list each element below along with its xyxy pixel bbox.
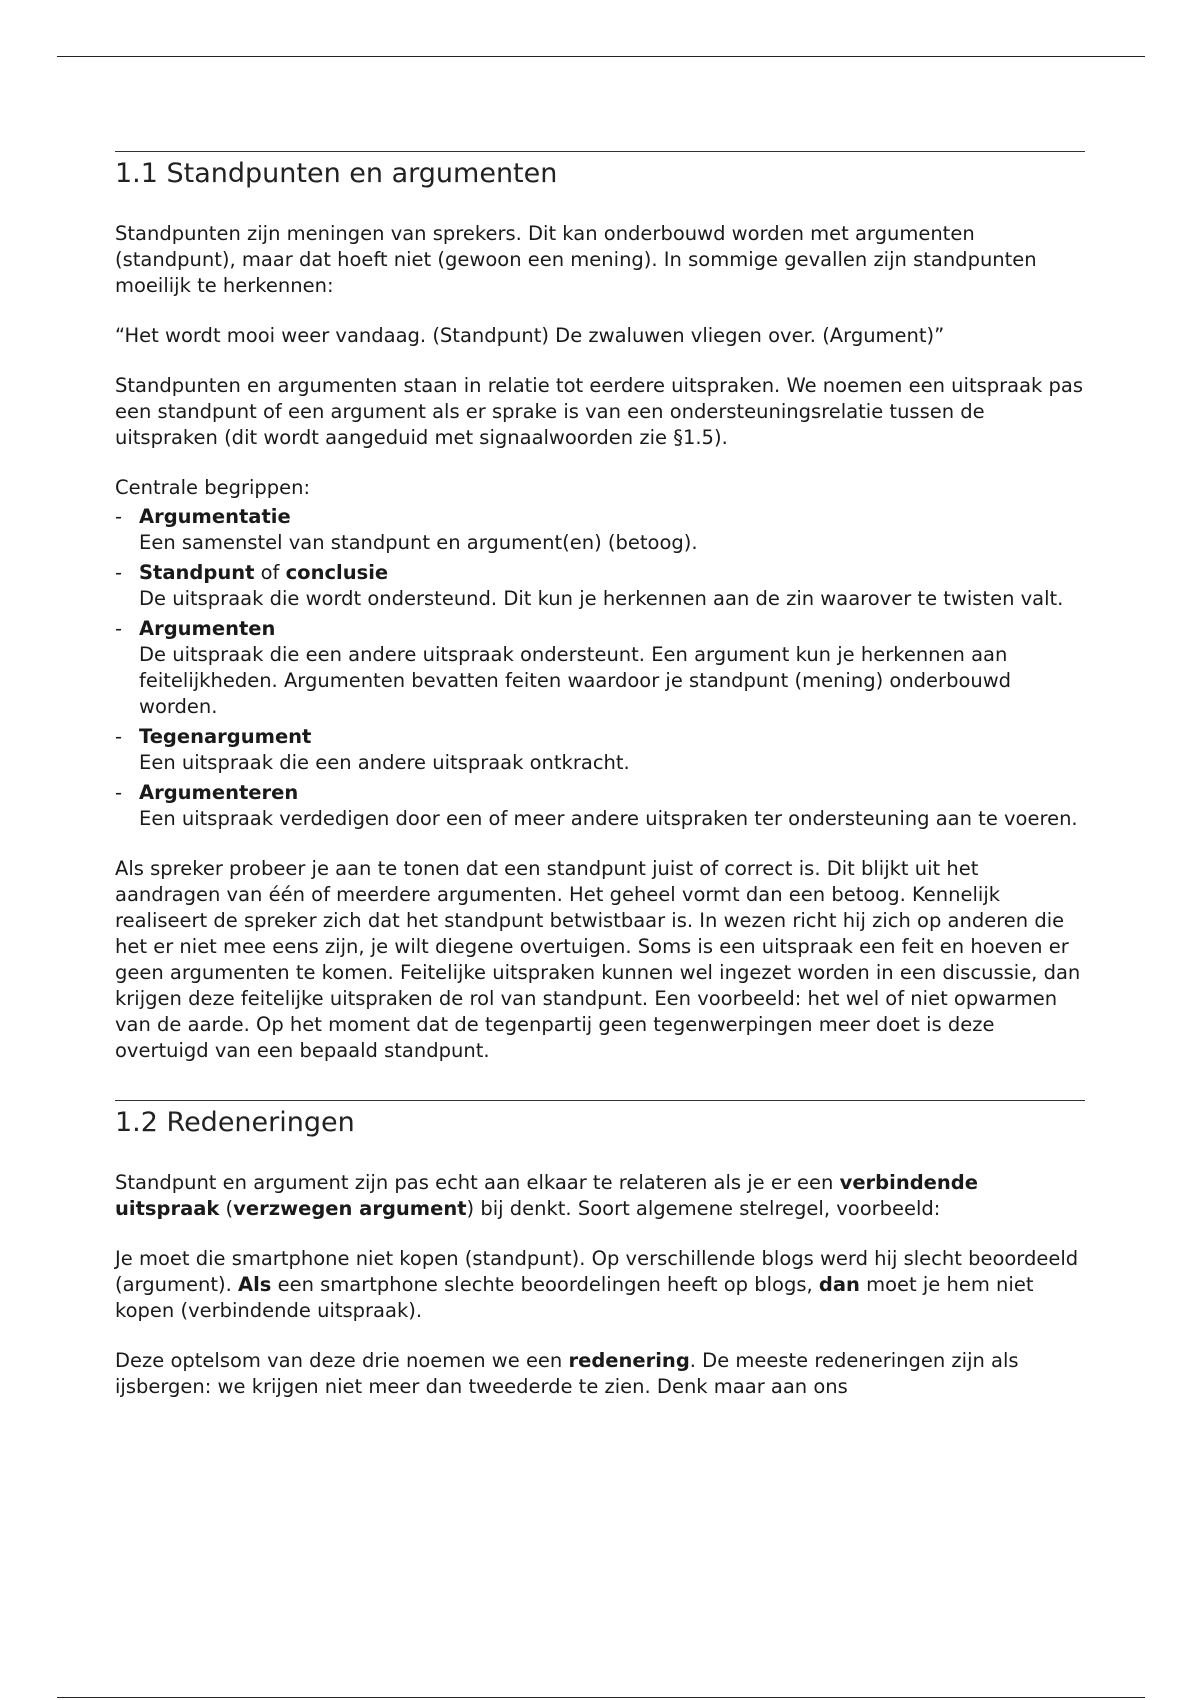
concept-description: De uitspraak die wordt ondersteund. Dit kun je herkennen aan de zin waarover te twisten valt. — [139, 587, 1064, 610]
concept-term: Argumenten — [139, 617, 276, 640]
concepts-label: Centrale begrippen: — [115, 476, 311, 499]
section-heading: 1.2 Redeneringen — [115, 1107, 355, 1138]
list-item — [115, 724, 1085, 776]
concept-description: De uitspraak die een andere uitspraak ondersteunt. Een argument kun je herkennen aan feitelijkheden. Argumenten bevatten feiten waardoor je standpunt (mening) onderbouwd worden. — [139, 643, 1012, 718]
section-divider — [115, 1100, 1085, 1101]
concept-term-b: conclusie — [285, 561, 389, 584]
relation-paragraph: Standpunten en argumenten staan in relatie tot eerdere uitspraken. We noemen een uitspraak pas een standpunt of een argument als er sprake is van een ondersteuningsrelatie tussen de uitspraken (dit wordt aangeduid met signaalwoorden zie §1.5). — [115, 374, 1084, 449]
connecting-statement-paragraph — [115, 1170, 1085, 1222]
concept-term: Tegenargument — [139, 725, 312, 748]
intro-paragraph: Standpunten zijn meningen van sprekers. Dit kan onderbouwd worden met argumenten (standpunt), maar dat hoeft niet (gewoon een mening). In sommige gevallen zijn standpunten moeilijk te herkennen: — [115, 222, 1037, 297]
text-run: ) bij denkt. Soort algemene stelregel, voorbeeld: — [466, 1197, 941, 1220]
text-run: Deze optelsom van deze drie noemen we een — [115, 1349, 569, 1372]
document-body — [115, 151, 1085, 1400]
page-footer-rule — [57, 1697, 1145, 1698]
text-run: ( — [219, 1197, 234, 1220]
concept-term: Argumentatie — [139, 505, 291, 528]
concept-term-joiner: of — [254, 561, 286, 584]
closing-paragraph: Als spreker probeer je aan te tonen dat een standpunt juist of correct is. Dit blijkt uit het aandragen van één of meerdere argumenten. Het geheel vormt dan een betoog. Kennelijk realiseert de spreker zich dat het standpunt betwistbaar is. In wezen richt hij zich op anderen die het er niet mee eens zijn, je wilt diegene overtuigen. Soms is een uitspraak een feit en hoeven er geen argumenten te komen. Feitelijke uitspraken kunnen wel ingezet worden in een discussie, dan krijgen deze feitelijke uitspraken de rol van standpunt. Een voorbeeld: het wel of niet opwarmen van de aarde. Op het moment dat de tegenpartij geen tegenwerpingen meer doet is deze overtuigd van een bepaald standpunt. — [115, 857, 1081, 1062]
list-dash: - — [115, 561, 123, 584]
list-dash: - — [115, 725, 123, 748]
text-run: moet je hem niet kopen (verbindende uitspraak). — [115, 1273, 1034, 1322]
list-item — [115, 560, 1085, 612]
bold-term: redenering — [568, 1349, 690, 1372]
text-run: Je moet die smartphone niet kopen (standpunt). Op verschillende blogs werd hij slecht beoordeeld (argument). — [115, 1247, 1079, 1296]
bold-term: verbindende uitspraak — [115, 1171, 978, 1220]
concept-description: Een uitspraak die een andere uitspraak ontkracht. — [139, 751, 630, 774]
reasoning-paragraph — [115, 1348, 1085, 1400]
list-dash: - — [115, 781, 123, 804]
section-standpunten-en-argumenten — [115, 151, 1085, 1064]
text-run: . De meeste redeneringen zijn als ijsbergen: we krijgen niet meer dan tweederde te zien. Denk maar aan ons — [115, 1349, 1019, 1398]
list-item — [115, 504, 1085, 556]
concept-description: Een samenstel van standpunt en argument(en) (betoog). — [139, 531, 698, 554]
list-item — [115, 616, 1085, 720]
concept-term — [139, 560, 1085, 586]
example-quote: “Het wordt mooi weer vandaag. (Standpunt) De zwaluwen vliegen over. (Argument)” — [115, 324, 945, 347]
text-run: Standpunt en argument zijn pas echt aan elkaar te relateren als je er een — [115, 1171, 840, 1194]
smartphone-example-paragraph — [115, 1246, 1085, 1324]
concepts-list — [115, 504, 1085, 832]
bold-term: dan — [818, 1273, 860, 1296]
text-run: een smartphone slechte beoordelingen heeft op blogs, — [271, 1273, 819, 1296]
page-header-rule — [57, 56, 1145, 57]
bold-term: verzwegen argument — [233, 1197, 467, 1220]
bold-term: Als — [237, 1273, 272, 1296]
concept-description: Een uitspraak verdedigen door een of meer andere uitspraken ter ondersteuning aan te voeren. — [139, 807, 1078, 830]
concept-term: Argumenteren — [139, 781, 299, 804]
list-dash: - — [115, 505, 123, 528]
concept-term-a: Standpunt — [139, 561, 255, 584]
section-heading: 1.1 Standpunten en argumenten — [115, 158, 558, 189]
list-dash: - — [115, 617, 123, 640]
section-redeneringen — [115, 1100, 1085, 1400]
list-item — [115, 780, 1085, 832]
section-divider — [115, 151, 1085, 152]
